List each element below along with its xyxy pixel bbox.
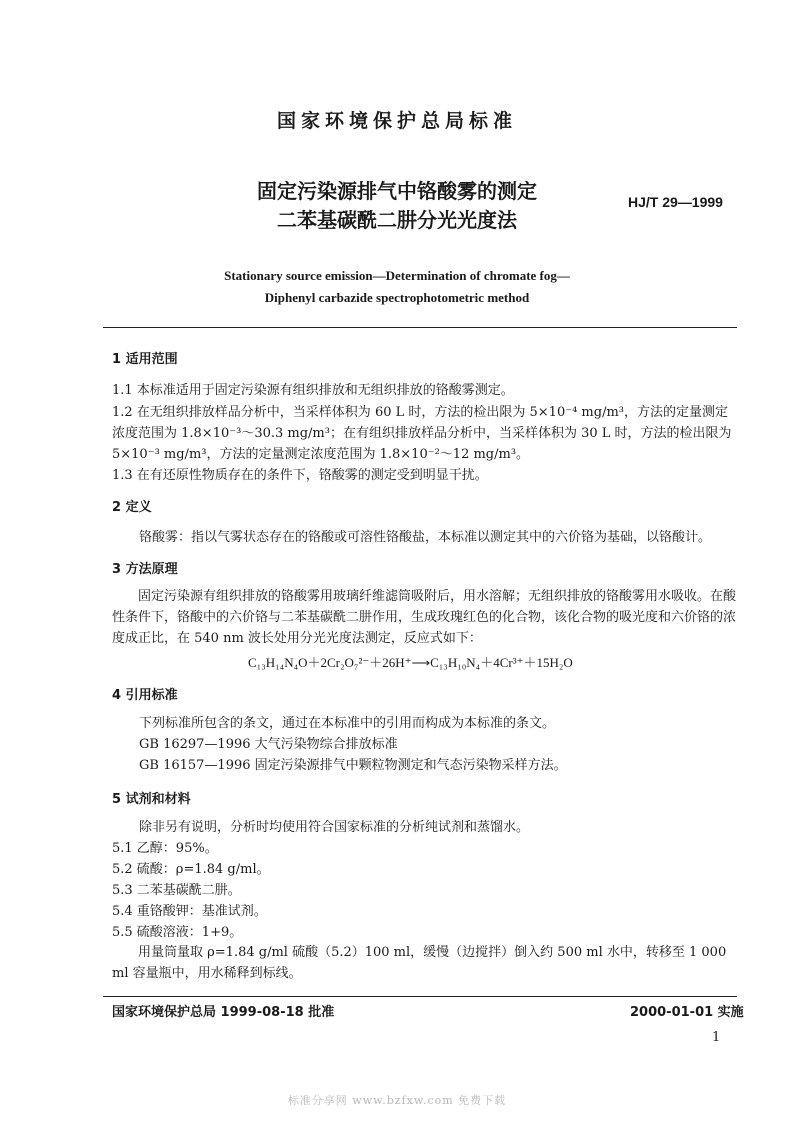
- issuing-authority-header: 国家环境保护总局标准: [276, 110, 517, 132]
- watermark-text: 标准分享网 www.bzfxw.com 免费下载: [287, 1094, 507, 1107]
- section-3-heading: 3 方法原理: [112, 562, 178, 577]
- normative-references-intro: 下列标准所包含的条文，通过在本标准中的引用而构成为本标准的条文。: [139, 716, 556, 731]
- top-divider: [103, 327, 737, 328]
- document-title-line-1: 固定污染源排气中铬酸雾的测定: [257, 179, 537, 203]
- section-4-heading: 4 引用标准: [112, 688, 178, 703]
- footer-divider: [103, 996, 737, 997]
- approval-date: 国家环境保护总局 1999-08-18 批准: [112, 1005, 335, 1020]
- reagent-5-1: 5.1 乙醇：95%。: [112, 841, 218, 856]
- standard-code: HJ/T 29—1999: [628, 194, 723, 210]
- definition-paragraph: 铬酸雾：指以气雾状态存在的铬酸或可溶性铬酸盐，本标准以测定其中的六价铬为基础，以铬酸计。: [139, 530, 712, 545]
- reagent-5-3: 5.3 二苯基碳酰二肼。: [112, 883, 241, 898]
- english-title-line-2: Diphenyl carbazide spectrophotometric method: [264, 290, 530, 305]
- reaction-equation: C₁₃H₁₄N₄O＋2Cr₂O₇²⁻＋26H⁺⟶C₁₃H₁₀N₄＋4Cr³⁺＋15H₂O: [248, 655, 573, 670]
- clause-1-2: 1.2 在无组织排放样品分析中，当采样体积为 60 L 时，方法的检出限为 5×10⁻⁴ mg/m³，方法的定量测定浓度范围为 1.8×10⁻³～30.3 mg/m³；在有组织排放样品分析中，当采样体积为 30 L 时，方法的检出限为 5×10⁻³ mg/m³，方法的定量测定浓度范围为 1.8×10⁻²～12 mg/m³。: [112, 405, 732, 462]
- reagent-5-2: 5.2 硫酸：ρ=1.84 g/ml。: [112, 862, 270, 877]
- reagents-intro: 除非另有说明，分析时均使用符合国家标准的分析纯试剂和蒸馏水。: [139, 820, 530, 835]
- reagent-5-5: 5.5 硫酸溶液：1+9。: [112, 925, 243, 940]
- reference-gb16297: GB 16297—1996 大气污染物综合排放标准: [139, 737, 398, 752]
- english-title-line-1: Stationary source emission—Determination of chromate fog—: [224, 268, 570, 283]
- reagent-5-4: 5.4 重铬酸钾：基准试剂。: [112, 904, 267, 919]
- reagent-5-5-preparation: 用量筒量取 ρ=1.84 g/ml 硫酸（5.2）100 ml，缓慢（边搅拌）倒入约 500 ml 水中，转移至 1 000 ml 容量瓶中，用水稀释到标线。: [112, 945, 727, 981]
- section-5-heading: 5 试剂和材料: [112, 792, 191, 807]
- reference-gb16157: GB 16157—1996 固定污染源排气中颗粒物测定和气态污染物采样方法。: [139, 758, 567, 773]
- document-title-line-2: 二苯基碳酰二肼分光光度法: [277, 208, 517, 232]
- section-1-heading: 1 适用范围: [112, 352, 178, 367]
- clause-1-1: 1.1 本标准适用于固定污染源有组织排放和无组织排放的铬酸雾测定。: [112, 383, 514, 398]
- clause-1-3: 1.3 在有还原性物质存在的条件下，铬酸雾的测定受到明显干扰。: [112, 468, 488, 483]
- page-number: 1: [712, 1030, 721, 1045]
- section-2-heading: 2 定义: [112, 500, 152, 515]
- principle-paragraph: 固定污染源有组织排放的铬酸雾用玻璃纤维滤筒吸附后，用水溶解；无组织排放的铬酸雾用水吸收。在酸性条件下，铬酸中的六价铬与二苯基碳酰二肼作用，生成玫瑰红色的化合物，该化合物的吸光度和六价铬的浓度成正比，在 540 nm 波长处用分光光度法测定，反应式如下：: [112, 589, 737, 646]
- effective-date: 2000-01-01 实施: [630, 1005, 744, 1020]
